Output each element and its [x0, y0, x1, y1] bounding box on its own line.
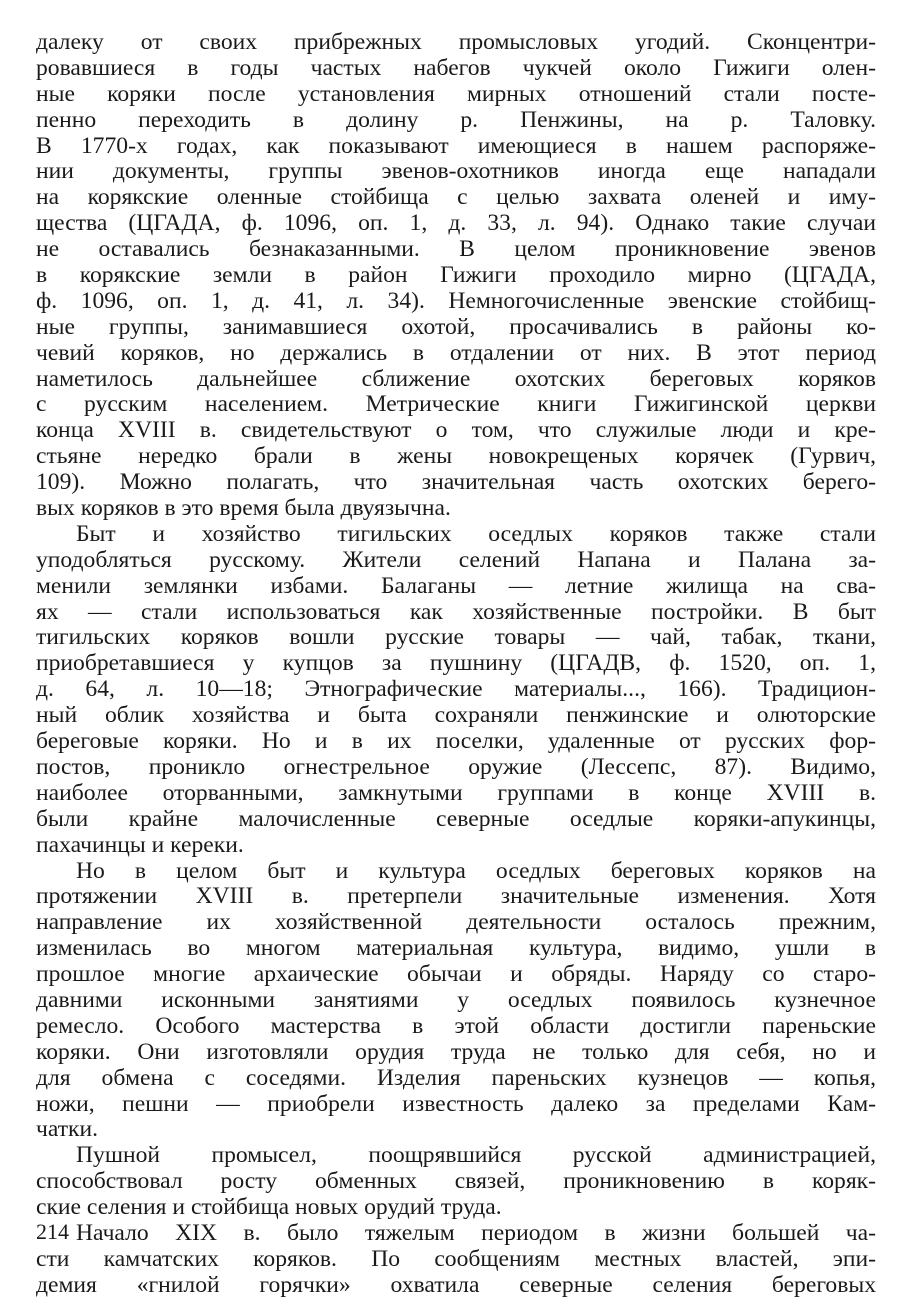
text-line: ный облик хозяйства и быта сохраняли пенжинские и олюторские [36, 703, 876, 729]
text-line: ножи, пешни — приобрели известность далеко за пределами Кам- [36, 1091, 876, 1117]
text-line: береговые коряки. Но и в их поселки, удаленные от русских фор- [36, 729, 876, 755]
text-line: 109). Можно полагать, что значительная часть охотских берего- [36, 470, 876, 496]
text-line: для обмена с соседями. Изделия пареньских кузнецов — копья, [36, 1065, 876, 1091]
text-line: нии документы, группы эвенов-охотников иногда еще нападали [36, 159, 876, 185]
text-line: прошлое многие архаические обычаи и обряды. Наряду со старо- [36, 962, 876, 988]
text-line: ях — стали использоваться как хозяйственные постройки. В быт [36, 599, 876, 625]
paragraph-1 [36, 30, 876, 522]
text-line: коряки. Они изготовляли орудия труда не только для себя, но и [36, 1039, 876, 1065]
text-line: конца XVIII в. свидетельствуют о том, что служилые люди и кре- [36, 418, 876, 444]
text-line: направление их хозяйственной деятельности осталось прежним, [36, 910, 876, 936]
text-line: д. 64, л. 10—18; Этнографические материалы..., 166). Традицион- [36, 677, 876, 703]
text-line: ф. 1096, оп. 1, д. 41, л. 34). Немногочисленные эвенские стойбищ- [36, 288, 876, 314]
text-line: ровавшиеся в годы частых набегов чукчей около Гижиги олен- [36, 55, 876, 81]
text-line: изменилась во многом материальная культура, видимо, ушли в [36, 936, 876, 962]
text-line: наметилось дальнейшее сближение охотских береговых коряков [36, 366, 876, 392]
text-line: приобретавшиеся у купцов за пушнину (ЦГАДВ, ф. 1520, оп. 1, [36, 651, 876, 677]
paragraph-5 [36, 1221, 876, 1299]
text-line: сти камчатских коряков. По сообщениям местных властей, эпи- [36, 1246, 876, 1272]
paragraph-4 [36, 1143, 876, 1221]
document-page [36, 30, 876, 1298]
text-line: стьяне нередко брали в жены новокрещеных корячек (Гурвич, [36, 444, 876, 470]
paragraph-3 [36, 859, 876, 1144]
text-line: протяжении XVIII в. претерпели значительные изменения. Хотя [36, 884, 876, 910]
text-line: в корякские земли в район Гижиги проходило мирно (ЦГАДА, [36, 263, 876, 289]
text-line: демия «гнилой горячки» охватила северные селения береговых [36, 1272, 876, 1298]
text-line: уподобляться русскому. Жители селений Напана и Палана за- [36, 547, 876, 573]
text-line: ные коряки после установления мирных отношений стали посте- [36, 81, 876, 107]
text-line: на корякские оленные стойбища с целью захвата оленей и иму- [36, 185, 876, 211]
text-line: менили землянки избами. Балаганы — летние жилища на сва- [36, 573, 876, 599]
text-line: давними исконными занятиями у оседлых появилось кузнечное [36, 987, 876, 1013]
text-line: постов, проникло огнестрельное оружие (Лессепс, 87). Видимо, [36, 754, 876, 780]
text-line: далеку от своих прибрежных промысловых угодий. Сконцентри- [36, 30, 876, 55]
text-line: пахачинцы и кереки. [36, 832, 244, 858]
text-line: тигильских коряков вошли русские товары — чай, табак, ткани, [36, 625, 876, 651]
text-line: щества (ЦГАДА, ф. 1096, оп. 1, д. 33, л. 94). Однако такие случаи [36, 211, 876, 237]
text-line: чатки. [36, 1117, 99, 1143]
text-line: Пушной промысел, поощрявшийся русской администрацией, [76, 1143, 876, 1169]
text-line: были крайне малочисленные северные оседлые коряки-апукинцы, [36, 806, 876, 832]
text-line: ремесло. Особого мастерства в этой области достигли пареньские [36, 1013, 876, 1039]
text-line: с русским населением. Метрические книги Гижигинской церкви [36, 392, 876, 418]
page-number: 214 [36, 1219, 69, 1244]
text-line: способствовал росту обменных связей, проникновению в коряк- [36, 1169, 876, 1195]
text-line: ные группы, занимавшиеся охотой, просачивались в районы ко- [36, 314, 876, 340]
text-line: не оставались безнаказанными. В целом проникновение эвенов [36, 237, 876, 263]
text-line: В 1770-х годах, как показывают имеющиеся в нашем распоряже- [36, 133, 876, 159]
text-line: ские селения и стойбища новых орудий труда. [36, 1195, 502, 1221]
text-line: вых коряков в это время была двуязычна. [36, 496, 451, 522]
paragraph-2 [36, 522, 876, 859]
text-line: Начало XIX в. было тяжелым периодом в жизни большей ча- [76, 1220, 876, 1246]
text-line: Но в целом быт и культура оседлых береговых коряков на [76, 858, 876, 884]
text-line: пенно переходить в долину р. Пенжины, на р. Таловку. [36, 107, 876, 133]
text-line: Быт и хозяйство тигильских оседлых коряков также стали [76, 521, 876, 547]
text-line: наиболее оторванными, замкнутыми группами в конце XVIII в. [36, 780, 876, 806]
text-line: чевий коряков, но держались в отдалении от них. В этот период [36, 340, 876, 366]
